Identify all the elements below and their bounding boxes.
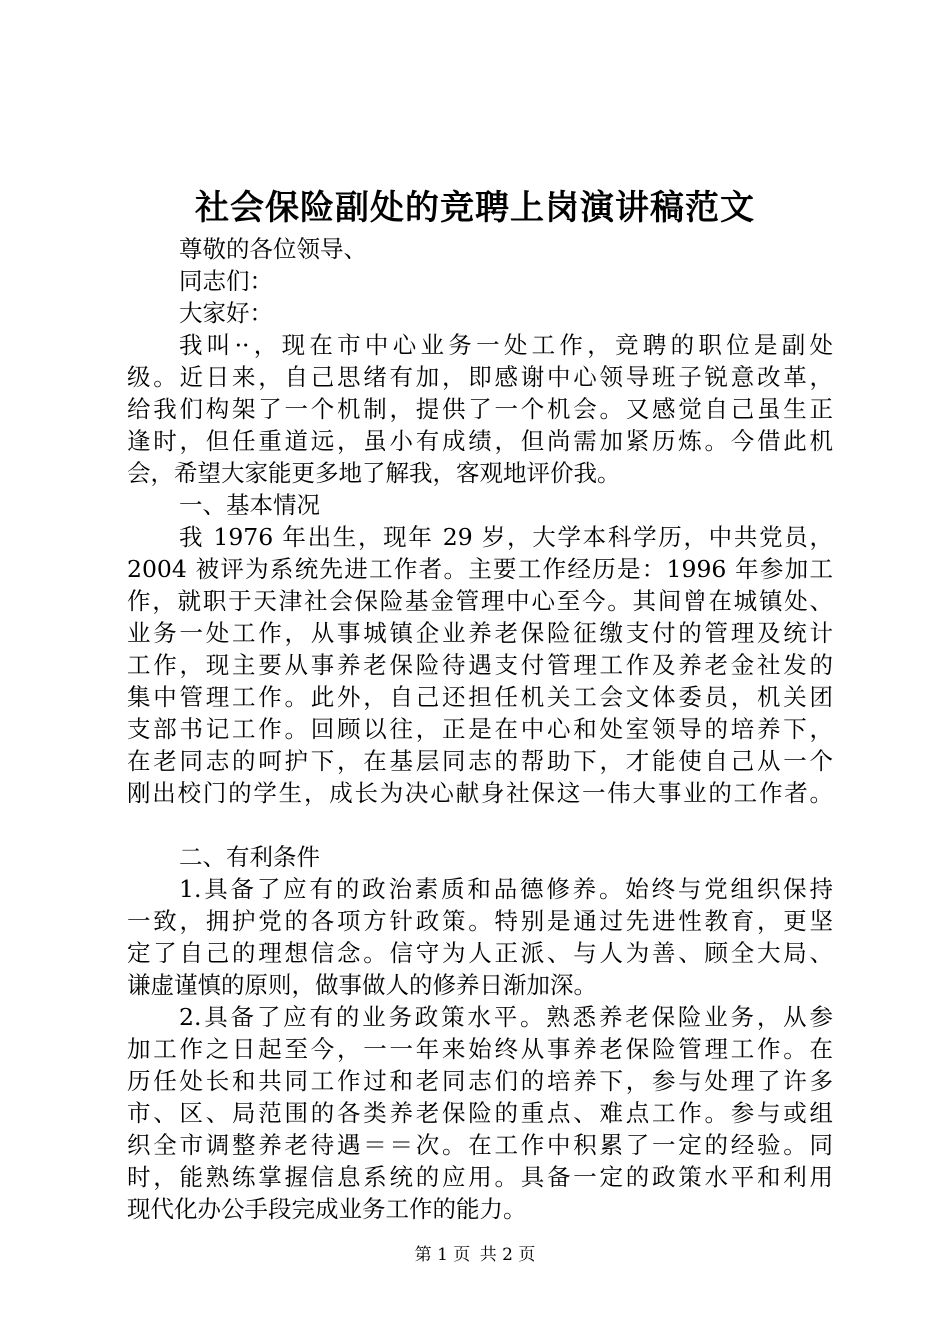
paragraph-line: 工作，现主要从事养老保险待遇支付管理工作及养老金社发的 <box>127 651 833 679</box>
paragraph-line: 谦虚谨慎的原则，做事做人的修养日渐加深。 <box>127 971 597 999</box>
paragraph-line: 一致，拥护党的各项方针政策。特别是通过先进性教育，更坚 <box>127 907 833 935</box>
paragraph-line: 会，希望大家能更多地了解我，客观地评价我。 <box>127 459 621 487</box>
greeting-line: 大家好： <box>179 299 273 327</box>
paragraph-line: 时，能熟练掌握信息系统的应用。具备一定的政策水平和利用 <box>127 1163 833 1191</box>
document-title: 社会保险副处的竞聘上岗演讲稿范文 <box>195 188 755 228</box>
salutation-line: 尊敬的各位领导、 <box>179 235 367 263</box>
paragraph-line: 逢时，但任重道远，虽小有成绩，但尚需加紧历炼。今借此机 <box>127 427 833 455</box>
paragraph-line: 2004 被评为系统先进工作者。主要工作经历是：1996 年参加工 <box>127 555 833 583</box>
paragraph-line: 定了自己的理想信念。信守为人正派、与人为善、顾全大局、 <box>127 939 833 967</box>
salutation-line: 同志们： <box>179 267 273 295</box>
paragraph-line: 1.具备了应有的政治素质和品德修养。始终与党组织保持 <box>179 875 833 903</box>
page-total: 共 2 页 <box>479 1245 536 1265</box>
blank-line <box>127 809 833 841</box>
paragraph-line: 历任处长和共同工作过和老同志们的培养下，参与处理了许多 <box>127 1067 833 1095</box>
paragraph-line: 织全市调整养老待遇＝＝次。在工作中积累了一定的经验。同 <box>127 1131 833 1159</box>
paragraph-line: 我 1976 年出生，现年 29 岁，大学本科学历，中共党员， <box>179 523 833 551</box>
paragraph-line: 2.具备了应有的业务政策水平。熟悉养老保险业务，从参 <box>179 1003 833 1031</box>
paragraph-line: 市、区、局范围的各类养老保险的重点、难点工作。参与或组 <box>127 1099 833 1127</box>
section-heading: 一、基本情况 <box>179 491 320 519</box>
paragraph-line: 集中管理工作。此外，自己还担任机关工会文体委员，机关团 <box>127 683 833 711</box>
paragraph-line: 业务一处工作，从事城镇企业养老保险征缴支付的管理及统计 <box>127 619 833 647</box>
section-heading: 二、有利条件 <box>179 843 320 871</box>
paragraph-line: 刚出校门的学生，成长为决心献身社保这一伟大事业的工作者。 <box>127 779 833 807</box>
paragraph-line: 现代化办公手段完成业务工作的能力。 <box>127 1195 527 1223</box>
paragraph-line: 级。近日来，自己思绪有加，即感谢中心领导班子锐意改革， <box>127 363 833 391</box>
paragraph-line: 给我们构架了一个机制，提供了一个机会。又感觉自己虽生正 <box>127 395 833 423</box>
paragraph-line: 我叫··，现在市中心业务一处工作，竞聘的职位是副处 <box>179 331 833 359</box>
paragraph-line: 作，就职于天津社会保险基金管理中心至今。其间曾在城镇处、 <box>127 587 833 615</box>
paragraph-line: 在老同志的呵护下，在基层同志的帮助下，才能使自己从一个 <box>127 747 833 775</box>
document-body <box>127 233 833 1225</box>
page-number: 第 1 页 <box>414 1245 471 1265</box>
paragraph-line: 支部书记工作。回顾以往，正是在中心和处室领导的培养下， <box>127 715 833 743</box>
paragraph-line: 加工作之日起至今，一一年来始终从事养老保险管理工作。在 <box>127 1035 833 1063</box>
page-footer <box>0 1243 950 1267</box>
